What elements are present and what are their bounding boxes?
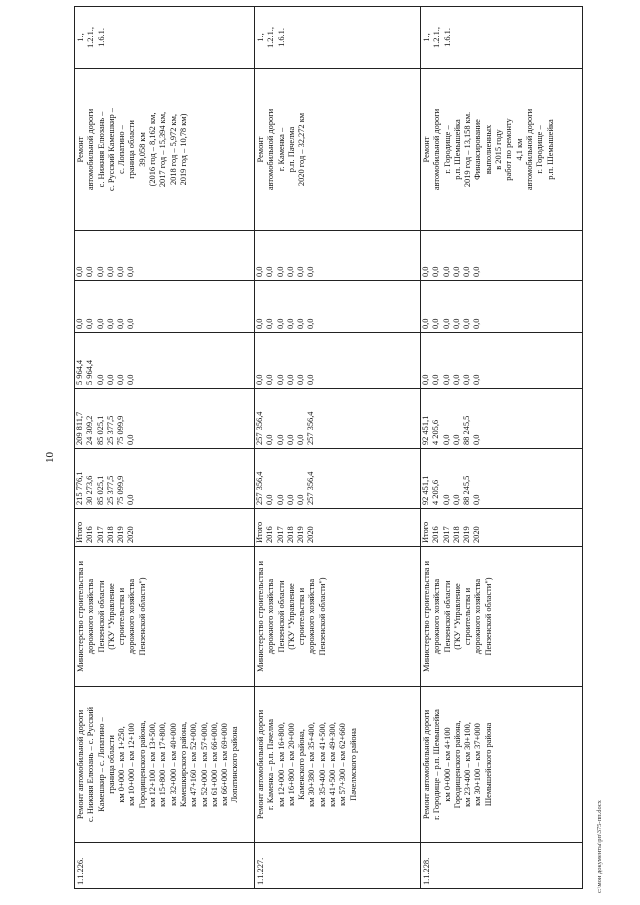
value-cell: 0,0 [75,266,84,277]
value-cell: 2020 [306,526,316,543]
value-cell: 0,0 [472,266,482,277]
value-cell: 209 811,7 [75,411,84,445]
value-cell: 0,0 [296,434,306,445]
value-cell: 0,0 [296,266,306,277]
table-body [75,7,583,889]
value-cell: 2016 [85,526,95,543]
value-cell: Итого [75,521,84,543]
value-cell: 0,0 [95,266,105,277]
value-cell: 2018 [451,526,461,543]
value-cell: 0,0 [126,318,136,329]
value-cell: 0,0 [116,318,126,329]
value-cell: 0,0 [472,374,482,385]
value-cell: 257 356,4 [255,411,264,445]
value-cell: 2017 [95,526,105,543]
federal-budget-list [75,333,255,389]
regional-budget-list [75,389,255,449]
value-cell: 2017 [275,526,285,543]
regional-budget-list [421,389,583,449]
table-row [75,7,255,889]
value-cell: 0,0 [126,374,136,385]
value-cell: 0,0 [441,434,451,445]
value-cell: 2017 [441,526,451,543]
value-cell: 4 205,6 [431,479,441,505]
executor: Министерство строительства и дорожного хозяйства Пензенской области (ГКУ "Управление строительства и дорожного хозяйства Пензенской области") [421,547,583,687]
value-cell: 0,0 [85,266,95,277]
value-cell: 0,0 [255,318,264,329]
other-sources-list [255,231,421,281]
value-cell: 2018 [105,526,115,543]
value-cell: 85 025,1 [95,475,105,505]
value-cell: 0,0 [306,374,316,385]
years-list [421,509,583,547]
value-cell: 0,0 [275,434,285,445]
value-cell: 0,0 [296,318,306,329]
measure-name: Ремонт автомобильной дороги с. Нижняя Елюзань – с. Русский Камешкир – с. Лопатино – граница области км 0+000 – км 1+250, км 10+000 – км 12+100 Городищенского района, км 12+100 – км 13+500, км 15+800 – км 17+800, км 32+000 – км 40+000 Камешкирского района, км 47+160 – км 52+000, км 52+000 – км 57+000, км 61+000 – км 66+000, км 66+000 – км 69+000 Лопатинского района [75,687,255,843]
value-cell: 0,0 [462,374,472,385]
value-cell: 0,0 [451,318,461,329]
value-cell: 0,0 [441,318,451,329]
value-cell: 0,0 [296,374,306,385]
value-cell: 0,0 [105,318,115,329]
value-cell: 0,0 [285,374,295,385]
value-cell: 2019 [116,526,126,543]
measure-name: Ремонт автомобильной дороги г. Каменка – р.п. Пачелма км 12+000 – км 16+800, км 16+800 – км 20+000 Каменского района, км 30+380 – км 35+400, км 35+400 – км 41+500, км 41+500 – км 49+300, км 57+300 – км 62+660 Пачелмского района [255,687,421,843]
value-cell: 0,0 [306,266,316,277]
value-cell: 0,0 [275,374,285,385]
footer-path: c:\мои документы\рп\375-пп.docx [596,800,603,893]
value-cell: Итого [255,521,264,543]
value-cell: 0,0 [255,374,264,385]
indicator-link: 1., 1.2.1., 1.6.1. [75,7,255,69]
value-cell: 0,0 [472,318,482,329]
federal-budget-list [421,333,583,389]
value-cell: 215 776,1 [75,471,84,505]
federal-budget-list [255,333,421,389]
table-row [255,7,421,889]
value-cell: 0,0 [126,266,136,277]
years-list [255,509,421,547]
value-cell: 0,0 [116,266,126,277]
value-cell: 92 451,1 [421,415,430,445]
value-cell: 4 205,6 [431,419,441,445]
value-cell: 0,0 [421,266,430,277]
executor: Министерство строительства и дорожного хозяйства Пензенской области (ГКУ "Управление строительства и дорожного хозяйства Пензенской области") [255,547,421,687]
value-cell: 257 356,4 [255,471,264,505]
expected-result: Ремонт автомобильной дороги г. Городище – р.п. Шемышейка 2019 год – 13,158 км. Финансирование выполненных в 2015 году работ по ремонту 4,1 км автомобильной дороги г. Городище – р.п. Шемышейка [421,69,583,231]
value-cell: 75 099,9 [116,415,126,445]
value-cell: 0,0 [441,494,451,505]
value-cell: 0,0 [285,494,295,505]
expected-result: Ремонт автомобильной дороги г. Каменка – р.п. Пачелма 2020 год – 32,272 км [255,69,421,231]
value-cell: 0,0 [421,374,430,385]
row-number: 1.1.228. [421,843,583,889]
value-cell: 25 377,5 [105,475,115,505]
value-cell: 0,0 [462,266,472,277]
value-cell: 0,0 [275,318,285,329]
value-cell: 0,0 [116,374,126,385]
value-cell: 5 964,4 [75,359,84,385]
value-cell: 2020 [126,526,136,543]
value-cell: 0,0 [451,266,461,277]
value-cell: 2020 [472,526,482,543]
expected-result: Ремонт автомобильной дороги с. Нижняя Елюзань – с. Русский Камешкир – с. Лопатино – граница области 39,058 км (2016 год – 8,162 км, 2017 год – 15,394 км, 2018 год – 5,972 км, 2019 год – 10,78 км) [75,69,255,231]
value-cell: 2018 [285,526,295,543]
value-cell: 0,0 [265,318,275,329]
value-cell: Итого [421,521,430,543]
value-cell: 88 245,5 [462,415,472,445]
value-cell: 0,0 [431,318,441,329]
value-cell: 0,0 [451,494,461,505]
value-cell: 0,0 [126,494,136,505]
value-cell: 0,0 [441,266,451,277]
value-cell: 88 245,5 [462,475,472,505]
value-cell: 0,0 [265,266,275,277]
other-sources-list [421,231,583,281]
value-cell: 0,0 [255,266,264,277]
total-list [255,449,421,509]
value-cell: 0,0 [421,318,430,329]
page-number: 10 [44,452,56,463]
value-cell: 0,0 [431,266,441,277]
value-cell: 0,0 [431,374,441,385]
indicator-link: 1., 1.2.1., 1.6.1. [421,7,583,69]
value-cell: 0,0 [95,374,105,385]
row-number: 1.1.226. [75,843,255,889]
value-cell: 0,0 [296,494,306,505]
value-cell: 0,0 [285,434,295,445]
value-cell: 0,0 [275,494,285,505]
value-cell: 0,0 [265,494,275,505]
value-cell: 92 451,1 [421,475,430,505]
value-cell: 0,0 [451,374,461,385]
value-cell: 257 356,4 [306,471,316,505]
value-cell: 0,0 [265,434,275,445]
other-sources-list [75,231,255,281]
value-cell: 30 273,6 [85,475,95,505]
value-cell: 5 964,4 [85,359,95,385]
value-cell: 85 025,1 [95,415,105,445]
value-cell: 0,0 [95,318,105,329]
value-cell: 0,0 [265,374,275,385]
value-cell: 0,0 [451,434,461,445]
value-cell: 0,0 [126,434,136,445]
local-budget-list [421,281,583,333]
value-cell: 24 309,2 [85,415,95,445]
value-cell: 75 099,9 [116,475,126,505]
program-table [74,6,583,889]
measure-name: Ремонт автомобильной дороги г. Городище – р.п. Шемышейка км 0+000 – км 4+100 Городищенского района, км 23+400 – км 30+100, км 30+100 – км 37+000 Шемышейского района [421,687,583,843]
table-row [421,7,583,889]
value-cell: 0,0 [285,266,295,277]
local-budget-list [255,281,421,333]
value-cell: 2016 [431,526,441,543]
value-cell: 2016 [265,526,275,543]
value-cell: 257 356,4 [306,411,316,445]
regional-budget-list [255,389,421,449]
value-cell: 0,0 [275,266,285,277]
value-cell: 2019 [296,526,306,543]
value-cell: 0,0 [285,318,295,329]
value-cell: 0,0 [441,374,451,385]
value-cell: 0,0 [472,434,482,445]
value-cell: 0,0 [105,266,115,277]
value-cell: 0,0 [306,318,316,329]
value-cell: 0,0 [85,318,95,329]
value-cell: 25 377,5 [105,415,115,445]
value-cell: 0,0 [472,494,482,505]
indicator-link: 1., 1.2.1., 1.6.1. [255,7,421,69]
value-cell: 0,0 [105,374,115,385]
value-cell: 0,0 [75,318,84,329]
total-list [75,449,255,509]
years-list [75,509,255,547]
value-cell: 2019 [462,526,472,543]
total-list [421,449,583,509]
value-cell: 0,0 [462,318,472,329]
row-number: 1.1.227. [255,843,421,889]
executor: Министерство строительства и дорожного хозяйства Пензенской области (ГКУ "Управление строительства и дорожного хозяйства Пензенской области") [75,547,255,687]
local-budget-list [75,281,255,333]
